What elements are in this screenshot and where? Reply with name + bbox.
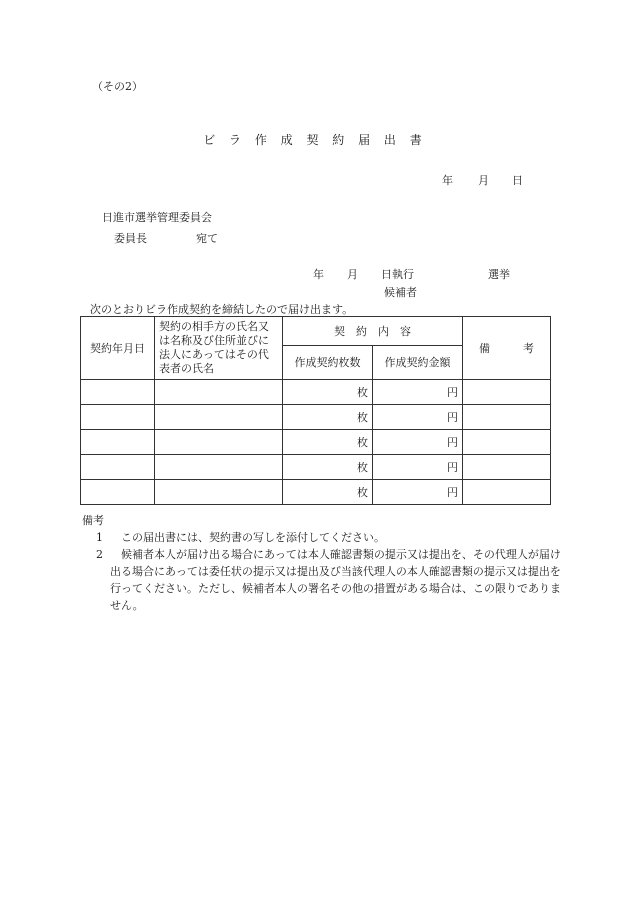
party-cell[interactable]	[155, 455, 283, 480]
sheet-count-cell[interactable]: 枚	[283, 455, 373, 480]
remarks-cell[interactable]	[463, 405, 551, 430]
header-contract-amount: 作成契約金額	[373, 346, 463, 380]
note-item	[82, 529, 562, 546]
remarks-cell[interactable]	[463, 480, 551, 505]
addressee-chair: 委員長	[114, 232, 147, 245]
addressee-org: 日進市選挙管理委員会	[102, 211, 212, 224]
date-cell[interactable]	[81, 480, 155, 505]
remarks-cell[interactable]	[463, 380, 551, 405]
intro-text: 次のとおりビラ作成契約を締結したので届け出ます。	[90, 303, 354, 316]
election-name-label: 選挙	[488, 268, 510, 281]
table-row	[81, 480, 551, 505]
remarks-cell[interactable]	[463, 455, 551, 480]
date-cell[interactable]	[81, 380, 155, 405]
date-cell[interactable]	[81, 405, 155, 430]
candidate-label: 候補者	[384, 286, 417, 299]
header-remarks: 備 考	[463, 317, 551, 380]
sheet-count-cell[interactable]: 枚	[283, 405, 373, 430]
table-row	[81, 380, 551, 405]
amount-cell[interactable]: 円	[373, 455, 463, 480]
amount-cell[interactable]: 円	[373, 430, 463, 455]
notes-section	[82, 512, 562, 614]
date-cell[interactable]	[81, 455, 155, 480]
party-cell[interactable]	[155, 430, 283, 455]
date-year-label: 年	[442, 174, 453, 187]
party-cell[interactable]	[155, 405, 283, 430]
header-contract-date: 契約年月日	[81, 317, 155, 380]
sheet-count-cell[interactable]: 枚	[283, 480, 373, 505]
document-title: ビ ラ 作 成 契 約 届 出 書	[203, 133, 427, 147]
table-row	[81, 455, 551, 480]
form-number-label: （その2）	[92, 80, 143, 93]
table-row	[81, 405, 551, 430]
note-number: 1	[96, 531, 103, 544]
remarks-cell[interactable]	[463, 430, 551, 455]
date-cell[interactable]	[81, 430, 155, 455]
note-text: 候補者本人が届け出る場合にあっては本人確認書類の提示又は提出を、その代理人が届け出る場合にあっては委任状の提示又は提出及び当該代理人の本人確認書類の提示又は提出を行ってください。ただし、候補者本人の署名その他の措置がある場合は、この限りでありません。	[110, 548, 561, 612]
amount-cell[interactable]: 円	[373, 480, 463, 505]
amount-cell[interactable]: 円	[373, 380, 463, 405]
header-contract-contents: 契 約 内 容	[283, 317, 463, 346]
sheet-count-cell[interactable]: 枚	[283, 430, 373, 455]
election-year-label: 年	[313, 268, 324, 281]
election-month-label: 月	[347, 268, 358, 281]
notes-heading: 備考	[82, 514, 104, 527]
party-cell[interactable]	[155, 380, 283, 405]
note-text: この届出書には、契約書の写しを添付してください。	[121, 531, 385, 544]
addressee-honorific: 宛て	[196, 232, 218, 245]
date-day-label: 日	[512, 174, 523, 187]
header-sheet-count: 作成契約枚数	[283, 346, 373, 380]
note-number: 2	[96, 548, 103, 561]
party-cell[interactable]	[155, 480, 283, 505]
header-contract-party: 契約の相手方の氏名又は名称及び住所並びに法人にあってはその代表者の氏名	[155, 317, 283, 380]
amount-cell[interactable]: 円	[373, 405, 463, 430]
election-day-label: 日執行	[381, 268, 414, 281]
note-item	[82, 546, 562, 614]
sheet-count-cell[interactable]: 枚	[283, 380, 373, 405]
contract-table	[80, 316, 551, 505]
date-month-label: 月	[478, 174, 489, 187]
table-row	[81, 430, 551, 455]
